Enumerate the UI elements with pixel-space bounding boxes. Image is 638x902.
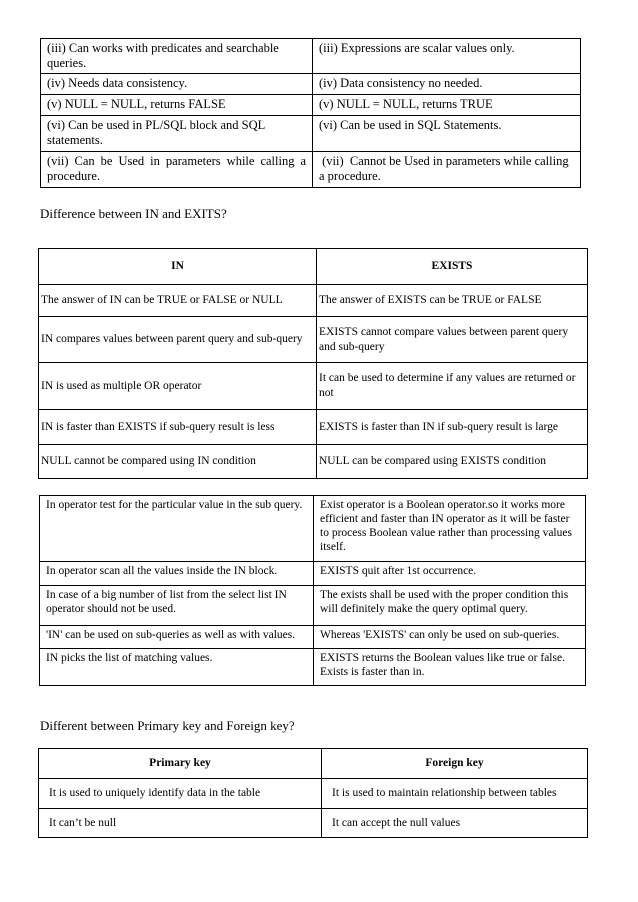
table-cell: NULL cannot be compared using IN condition bbox=[39, 445, 317, 479]
table-cell: It can’t be null bbox=[39, 809, 322, 838]
table-cell: IN is faster than EXISTS if sub-query result is less bbox=[39, 410, 317, 445]
column-header-exists: EXISTS bbox=[317, 249, 588, 285]
column-header-in: IN bbox=[39, 249, 317, 285]
table-row bbox=[40, 562, 586, 586]
table-row bbox=[41, 39, 581, 74]
section-heading-keys: Different between Primary key and Foreign key? bbox=[40, 718, 295, 733]
table-header-row bbox=[39, 249, 588, 285]
table-row bbox=[39, 779, 588, 809]
table-cell: In case of a big number of list from the select list IN operator should not be used. bbox=[40, 586, 314, 626]
table-row bbox=[39, 285, 588, 317]
table-row bbox=[41, 74, 581, 95]
in-vs-exists-details-table bbox=[39, 495, 586, 686]
table-header-row bbox=[39, 749, 588, 779]
column-header-primary-key: Primary key bbox=[39, 749, 322, 779]
table-row bbox=[40, 649, 586, 686]
table-cell: (vi) Can be used in SQL Statements. bbox=[313, 116, 581, 152]
table-cell: EXISTS cannot compare values between parent query and sub-query bbox=[317, 317, 588, 363]
table-cell: (v) NULL = NULL, returns TRUE bbox=[313, 95, 581, 116]
comparison-table-continued bbox=[40, 38, 581, 188]
in-vs-exists-table bbox=[38, 248, 588, 479]
table-cell: In operator test for the particular value in the sub query. bbox=[40, 496, 314, 562]
table-row bbox=[41, 152, 581, 188]
table-cell: The exists shall be used with the proper condition this will definitely make the query optimal query. bbox=[314, 586, 586, 626]
table-cell: EXISTS is faster than IN if sub-query result is large bbox=[317, 410, 588, 445]
table-cell: It can accept the null values bbox=[322, 809, 588, 838]
table-cell: In operator scan all the values inside the IN block. bbox=[40, 562, 314, 586]
table-cell: (v) NULL = NULL, returns FALSE bbox=[41, 95, 313, 116]
table-row bbox=[39, 410, 588, 445]
table-row bbox=[40, 496, 586, 562]
table-cell: EXISTS returns the Boolean values like true or false. Exists is faster than in. bbox=[314, 649, 586, 686]
table-cell: The answer of IN can be TRUE or FALSE or NULL bbox=[39, 285, 317, 317]
table-cell: IN compares values between parent query and sub-query bbox=[39, 317, 317, 363]
table-cell: The answer of EXISTS can be TRUE or FALSE bbox=[317, 285, 588, 317]
table-cell: It is used to maintain relationship between tables bbox=[322, 779, 588, 809]
table-row bbox=[39, 317, 588, 363]
table-cell: 'IN' can be used on sub-queries as well as with values. bbox=[40, 626, 314, 649]
table-cell: Whereas 'EXISTS' can only be used on sub-queries. bbox=[314, 626, 586, 649]
table-row bbox=[41, 95, 581, 116]
section-heading-in-exists: Difference between IN and EXITS? bbox=[40, 206, 227, 221]
table-cell: (iii) Can works with predicates and searchable queries. bbox=[41, 39, 313, 74]
table-cell: (iii) Expressions are scalar values only. bbox=[313, 39, 581, 74]
table-cell: Exist operator is a Boolean operator.so it works more efficient and faster than IN operator as it will be faster to process Boolean value rather than processing values itself. bbox=[314, 496, 586, 562]
table-row bbox=[40, 586, 586, 626]
table-cell: It is used to uniquely identify data in the table bbox=[39, 779, 322, 809]
table-row bbox=[39, 363, 588, 410]
primary-vs-foreign-key-table bbox=[38, 748, 588, 838]
table-cell: (vii) Cannot be Used in parameters while calling a procedure. bbox=[313, 152, 581, 188]
table-cell: (iv) Needs data consistency. bbox=[41, 74, 313, 95]
table-row bbox=[40, 626, 586, 649]
table-cell: EXISTS quit after 1st occurrence. bbox=[314, 562, 586, 586]
table-cell: It can be used to determine if any values are returned or not bbox=[317, 363, 588, 410]
column-header-foreign-key: Foreign key bbox=[322, 749, 588, 779]
table-row bbox=[41, 116, 581, 152]
table-cell: NULL can be compared using EXISTS condition bbox=[317, 445, 588, 479]
table-cell: (vii) Can be Used in parameters while calling a procedure. bbox=[41, 152, 313, 188]
table-row bbox=[39, 809, 588, 838]
table-cell: (vi) Can be used in PL/SQL block and SQL statements. bbox=[41, 116, 313, 152]
table-row bbox=[39, 445, 588, 479]
table-cell: (iv) Data consistency no needed. bbox=[313, 74, 581, 95]
table-cell: IN picks the list of matching values. bbox=[40, 649, 314, 686]
table-cell: IN is used as multiple OR operator bbox=[39, 363, 317, 410]
